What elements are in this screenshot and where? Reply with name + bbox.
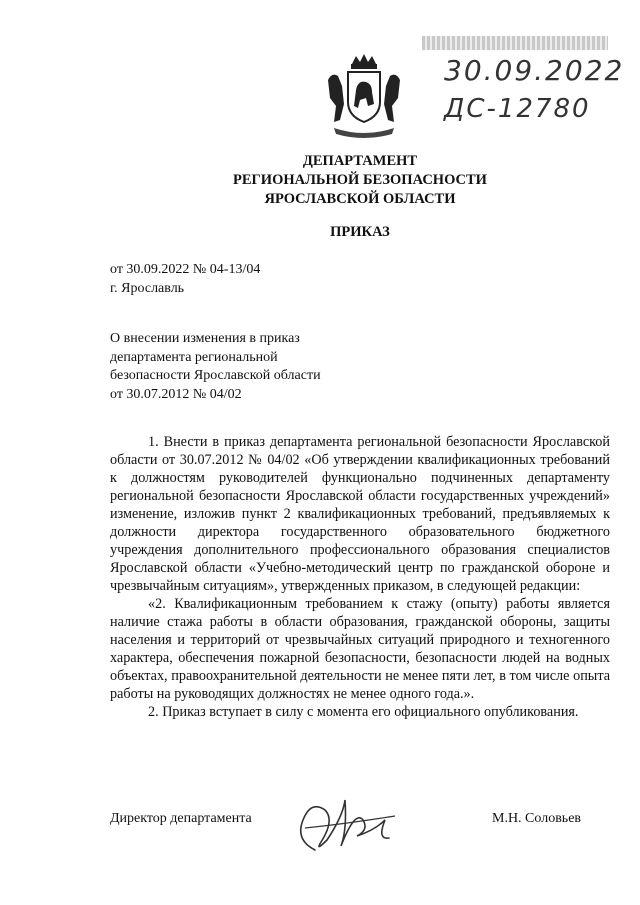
order-city: г. Ярославль bbox=[110, 281, 185, 296]
subject-line-4: от 30.07.2012 № 04/02 bbox=[110, 386, 242, 402]
subject-line-2: департамента региональной bbox=[110, 349, 278, 365]
department-line-2: РЕГИОНАЛЬНОЙ БЕЗОПАСНОСТИ bbox=[233, 172, 487, 188]
body-paragraph-3: 2. Приказ вступает в силу с момента его официального опубликования. bbox=[148, 704, 579, 720]
body-paragraph-2: «2. Квалификационным требованием к стажу (опыту) работы является наличие стажа работы в области образования, гражданской обороны, защиты населения и территорий от чрезвычайных ситуаций природного и техногенного характера, обеспечения пожарной безопасности, безопасности людей на водных объектах, правоохранительной деятельности не менее пяти лет, в том числе опыта работы на руководящих должностях не менее одного года.». bbox=[110, 596, 610, 702]
coat-of-arms-icon bbox=[318, 50, 410, 142]
signatory-name: М.Н. Соловьев bbox=[492, 811, 582, 826]
subject-line-1: О внесении изменения в приказ bbox=[110, 331, 300, 346]
department-line-3: ЯРОСЛАВСКОЙ ОБЛАСТИ bbox=[264, 191, 456, 207]
order-body bbox=[110, 433, 610, 721]
subject-line-3: безопасности Ярославской области bbox=[110, 368, 321, 383]
order-meta bbox=[110, 260, 260, 298]
order-title: ПРИКАЗ bbox=[330, 224, 390, 240]
stamp-header-mark bbox=[422, 36, 608, 50]
department-line-1: ДЕПАРТАМЕНТ bbox=[302, 153, 418, 169]
handwritten-signature bbox=[285, 780, 405, 870]
stamp-number: ДС-12780 bbox=[444, 94, 591, 124]
body-paragraph-1: 1. Внести в приказ департамента региональной безопасности Ярославской области от 30.07.2012 № 04/02 «Об утверждении квалификационных требований к должностям руководителей функционально подчиненных департаменту региональной безопасности Ярославской области государственных учреждений» изменение, изложив пункт 2 квалификационных требований, предъявляемых к должности директора государственного образовательного бюджетного учреждения дополнительного профессионального образования специалистов Ярославской области «Учебно-методический центр по гражданской обороне и чрезвычайным ситуациям», утвержденных приказом, в следующей редакции: bbox=[110, 434, 610, 594]
order-date-number: от 30.09.2022 № 04-13/04 bbox=[110, 262, 261, 277]
signatory-role: Директор департамента bbox=[110, 811, 252, 826]
stamp-date: 30.09.2022 bbox=[444, 54, 625, 87]
order-subject bbox=[110, 330, 321, 404]
registration-stamp bbox=[418, 30, 625, 130]
department-header bbox=[120, 152, 600, 209]
